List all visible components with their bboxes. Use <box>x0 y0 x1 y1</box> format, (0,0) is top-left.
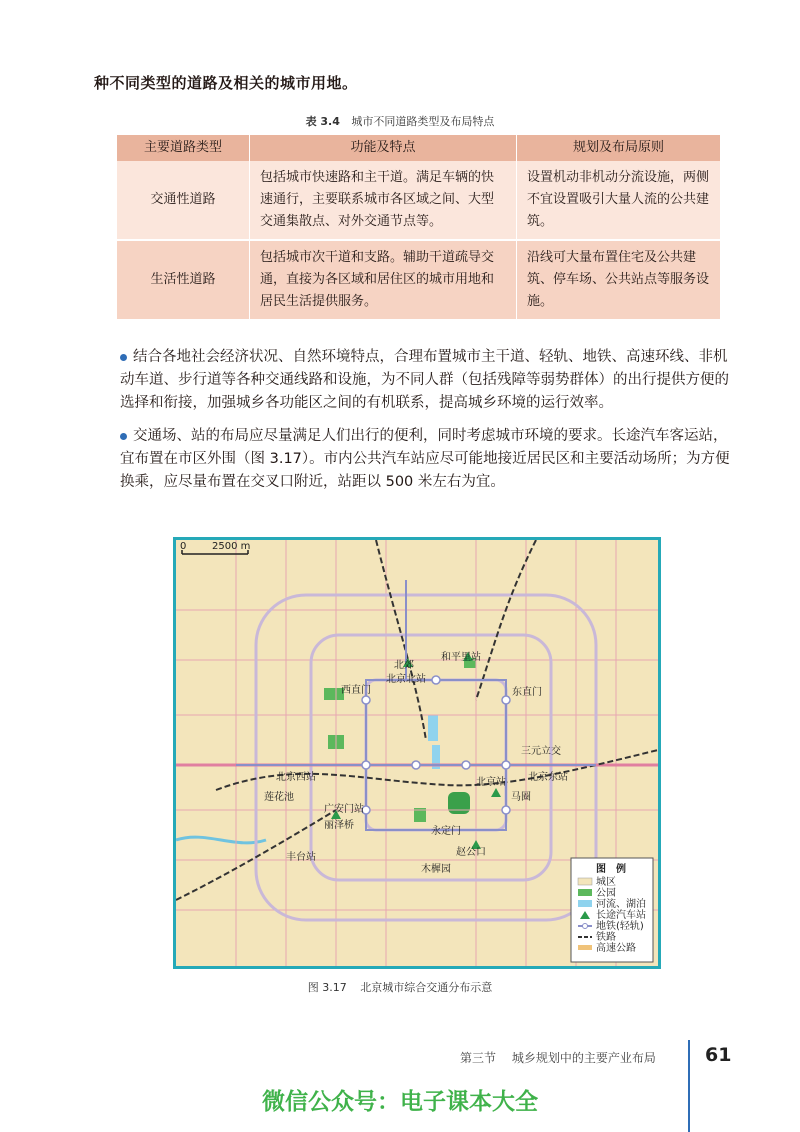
park <box>448 792 470 814</box>
map-label: 莲花池 <box>264 792 294 803</box>
footer-section <box>460 1049 656 1066</box>
map-label: 广安门站 <box>324 804 364 815</box>
lake <box>428 715 438 741</box>
watermark-text: 微信公众号：电子课本大全 <box>262 1089 538 1115</box>
table-header-principle: 规划及布局原则 <box>517 135 721 161</box>
map-label: 永定门 <box>431 826 461 837</box>
map-label: 赵公口 <box>456 847 486 858</box>
legend-item: 城区 <box>596 877 616 888</box>
map-label: 和平里站 <box>441 652 481 663</box>
bullet-icon <box>120 354 127 361</box>
map-legend <box>571 858 653 962</box>
map-label: 北郊 <box>394 660 414 671</box>
legend-title: 图 例 <box>596 864 626 875</box>
page-number: 61 <box>705 1044 732 1066</box>
table-cell-function: 包括城市快速路和主干道。满足车辆的快速通行，主要联系城市各区域之间、大型交通集散点、对外交通节点等。 <box>250 161 517 240</box>
legend-item: 高速公路 <box>596 943 636 954</box>
table-title: 城市不同道路类型及布局特点 <box>351 115 495 128</box>
scale-zero: 0 <box>180 541 187 552</box>
table-row <box>117 240 721 319</box>
paragraph <box>120 425 730 494</box>
figure-number: 图 3.17 <box>307 981 347 994</box>
table-cell-principle: 设置机动非机动分流设施，两侧不宜设置吸引大量人流的公共建筑。 <box>517 161 721 240</box>
road-types-table <box>117 135 721 319</box>
table-cell-function: 包括城市次干道和支路。辅助干道疏导交通，直接为各区域和居住区的城市用地和居民生活提供服务。 <box>250 240 517 319</box>
paragraph <box>120 346 730 415</box>
map-label: 北京站 <box>476 777 506 788</box>
map-label: 木樨园 <box>421 864 451 875</box>
scale-distance: 2500 m <box>212 541 251 552</box>
footer-section-number: 第三节 <box>460 1051 497 1065</box>
table-row <box>117 161 721 240</box>
figure-title: 北京城市综合交通分布示意 <box>360 981 493 994</box>
footer-section-title: 城乡规划中的主要产业布局 <box>511 1051 656 1065</box>
map-label: 丰台站 <box>286 852 316 863</box>
map-label: 丽泽桥 <box>324 820 354 831</box>
legend-item: 铁路 <box>596 932 616 943</box>
legend-item: 河流、湖泊 <box>596 899 646 910</box>
table-caption <box>0 113 800 129</box>
legend-item: 地铁(轻轨) <box>596 921 644 932</box>
paragraph-text: 结合各地社会经济状况、自然环境特点，合理布置城市主干道、轻轨、地铁、高速环线、非机动车道、步行道等各种交通线路和设施，为不同人群（包括残障等弱势群体）的出行提供方便的选择和衔接，加强城乡各功能区之间的有机联系，提高城乡环境的运行效率。 <box>120 349 729 411</box>
intro-text: 种不同类型的道路及相关的城市用地。 <box>94 74 358 92</box>
legend-item: 长途汽车站 <box>596 910 646 921</box>
paragraph-text: 交通场、站的布局应尽量满足人们出行的便利，同时考虑城市环境的要求。长途汽车客运站，宜布置在市区外围（图 3.17）。市内公共汽车站应尽可能地接近居民区和主要活动场所；为方便换乘，应尽量布置在交叉口附近，站距以 500 米左右为宜。 <box>120 428 730 490</box>
table-header-function: 功能及特点 <box>250 135 517 161</box>
map-label: 三元立交 <box>521 746 561 757</box>
bullet-icon <box>120 433 127 440</box>
figure-caption <box>0 979 800 995</box>
beijing-transport-map <box>173 537 661 969</box>
map-label: 马圈 <box>511 792 531 803</box>
table-header-type: 主要道路类型 <box>117 135 250 161</box>
map-label: 西直门 <box>341 685 371 696</box>
map-label: 北京东站 <box>528 772 568 783</box>
map-label: 东直门 <box>512 687 542 698</box>
map-label: 北京西站 <box>276 772 316 783</box>
table-cell-principle: 沿线可大量布置住宅及公共建筑、停车场、公共站点等服务设施。 <box>517 240 721 319</box>
map-label: 北京北站 <box>386 674 426 685</box>
legend-item: 公园 <box>596 888 616 899</box>
table-cell-type: 交通性道路 <box>117 161 250 240</box>
table-cell-type: 生活性道路 <box>117 240 250 319</box>
table-number: 表 3.4 <box>305 115 340 128</box>
